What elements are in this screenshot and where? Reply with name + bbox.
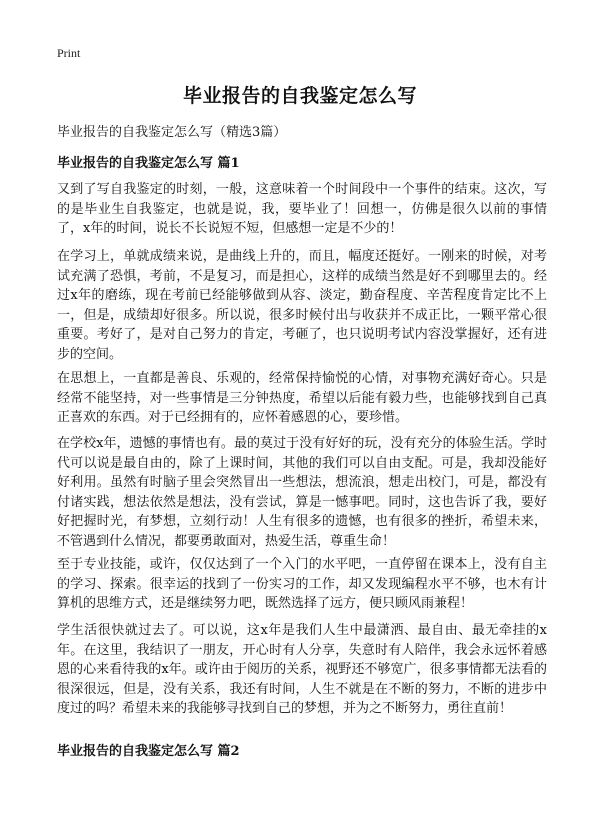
paragraph-6: 学生活很快就过去了。可以说，这x年是我们人生中最潇洒、最自由、最无牵挂的x年。在这里，我结识了一朋友，开心时有人分享，失意时有人陪伴，我会永远怀着感恩的心来看待我的x年。或许由于阅历的关系，视野还不够宽广，很多事情都无法看的很深很远，但是，没有关系，我还有时间，人生不就是在不断的努力，不断的进步中度过的吗？希望未来的我能够寻找到自己的梦想，并为之不断努力，勇往直前！ [57,623,547,716]
section-heading-1: 毕业报告的自我鉴定怎么写 篇1 [57,156,240,171]
document-subtitle: 毕业报告的自我鉴定怎么写（精选3篇） [57,125,287,140]
print-label[interactable]: Print [57,46,81,60]
paragraph-5: 至于专业技能，或许，仅仅达到了一个入门的水平吧，一直停留在课本上，没有自主的学习、探索。很幸运的找到了一份实习的工作，却又发现编程水平不够，也木有计算机的思维方式，还是继续努力吧，既然选择了远方，便只顾风雨兼程！ [57,557,547,611]
paragraph-3: 在思想上，一直都是善良、乐观的，经常保持愉悦的心情，对事物充满好奇心。只是经常不能坚持，对一些事情是三分钟热度，希望以后能有毅力些，也能够找到自己真正喜欢的东西。对于已经拥有的，应怀着感恩的心，要珍惜。 [57,371,547,425]
section-heading-2: 毕业报告的自我鉴定怎么写 篇2 [57,744,240,759]
paragraph-2: 在学习上，单就成绩来说，是曲线上升的，而且，幅度还挺好。一刚来的时候，对考试充满了恐惧，考前，不是复习，而是担心，这样的成绩当然是好不到哪里去的。经过x年的磨练，现在考前已经能够做到从容、淡定，勤奋程度、辛苦程度肯定比不上一，但是，成绩却好很多。所以说，很多时候付出与收获并不成正比，一颗平常心很重要。考好了，是对自己努力的肯定，考砸了，也只说明考试内容没掌握好，还有进步的空间。 [57,249,547,362]
document-title: 毕业报告的自我鉴定怎么写 [182,85,417,107]
paragraph-1: 又到了写自我鉴定的时刻，一般，这意味着一个时间段中一个事件的结束。这次，写的是毕业生自我鉴定，也就是说，我，要毕业了！回想一，仿佛是很久以前的事情了，x年的时间，说长不长说短不短，但感想一定是不少的！ [57,182,547,236]
paragraph-4: 在学校x年，遗憾的事情也有。最的莫过于没有好好的玩，没有充分的体验生活。学时代可以说是最自由的，除了上课时间，其他的我们可以自由支配。可是，我却没能好好利用。虽然有时脑子里会突然冒出一些想法，想流浪，想走出校门，可是，都没有付诸实践，想法依然是想法，没有尝试，算是一憾事吧。同时，这也告诉了我，要好好把握时光，有梦想，立刻行动！人生有很多的遗憾，也有很多的挫折，希望未来，不管遇到什么情况，都要勇敢面对，热爱生活，尊重生命！ [57,436,547,549]
